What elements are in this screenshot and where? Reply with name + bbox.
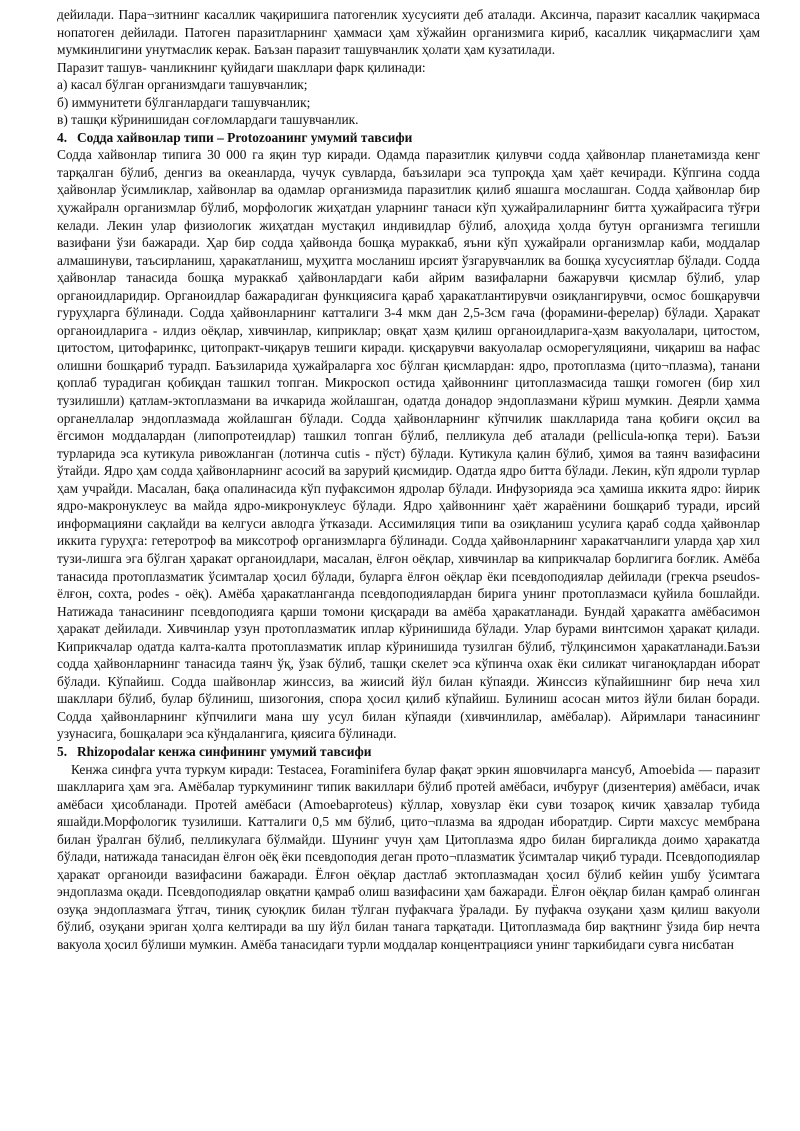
section-5-body: Кенжа синфга учта туркум киради: Testacea, Foraminifera булар фақат эркин яшовчиларга мансуб, Amoebida — паразит шаклларига ҳам эга. Амёбалар туркумининг типик вакиллари бўлиб протей амёбаси, ичбуруғ (дизентерия) амёбаси, ичак амёбаси ҳисобланади. Протей амёбаси (Amoebaproteus) кўллар, ховузлар ёки суви тозароқ кичик ҳавзалар тубида яшайди.Морфологик тузилиши. Катталиги 0,5 мм бўлиб, цито¬плазма ва ядродан иборатдир. Сирти махсус мембрана билан ўралган бўлиб, пелликулага бўлмайди. Шунинг учун ҳам Цитоплазма ядро билан биргаликда доимо ҳаракатда бўлади, натижада танасидан ёлғон оёқ ёки псевдоподия деган прото¬плазматик ўсимталар чиқиб туради. Псевдоподиялар ҳаракат органоиди вазифасини бажаради. Ёлғон оёқлар дастлаб эктоплазмадан ҳосил бўлиб кейин ушбу ўсимтага эндоплазма оқади. Псевдоподиялар овқатни қамраб олиш вазифасини ҳам бажаради. Ёлғон оёқлар билан қамраб олинган озуқа эндоплазмага ўтгач, тиниқ суюқлик билан тўлган пуфакчага ўралади. Бу пуфакча озуқани ҳазм қилиш вакуоли бўлиб, озуқани эриган ҳолга келтиради ва шу йўл билан танага тарқатади. Цитоплазмада бир вақтнинг ўзида бир нечта вакуола ҳосил бўлиши мумкин. Амёба танасидаги турли моддалар концентрацияси унинг таркибидаги сувга нисбатан [57, 761, 760, 952]
section-4-heading [57, 129, 760, 147]
carrier-intro: Паразит ташув- чанликнинг қуйидаги шакллари фарк қилинади: [57, 59, 426, 75]
carrier-form-c: в) ташқи кўринишидан соғломлардаги ташувчанлик. [57, 112, 359, 128]
carrier-form-a: а) касал бўлган организмдаги ташувчанлик; [57, 77, 308, 93]
intro-paragraph: дейилади. Пара¬зитнинг касаллик чақиришига патогенлик хусусияти деб аталади. Аксинча, паразит касаллик чақирмаса нопатоген дейилади. Патоген паразитларнинг ҳаммаси ҳам хўжайин организмига кириб, касаллик чиқармаслиги ҳам мумкинлигини унутмаслик керак. Баъзан паразит ташувчанлик ҳолати ҳам кузатилади. [57, 7, 760, 58]
carrier-form-b: б) иммунитети бўлганлардаги ташувчанлик; [57, 94, 311, 110]
section-5-title: Rhizopodalar кенжа синфининг умумий тавсифи [77, 743, 372, 759]
section-5-heading [57, 743, 760, 761]
section-4-title: Содда хайвонлар типи – Protozoaнинг умумий тавсифи [77, 129, 413, 145]
section-5-number: 5. [57, 743, 68, 759]
section-4-number: 4. [57, 129, 68, 145]
section-4-body: Содда хайвонлар типига 30 000 га яқин тур киради. Одамда паразитлик қилувчи содда ҳайвонлар планетамизда кенг тарқалган бўлиб, денгиз ва океанларда, чучук сувларда, баъзилари эса тупроқда ҳам ҳаёт кечиради. Кўпгина содда ҳайвонлар ўсимликлар, хайвонлар ва одамлар организмида паразитлик қилиб яшашга мослашган. Содда ҳайвонлар бир ҳужайралн организмлар бўлиб, морфологик жиҳатдан уларнинг танаси кўп ҳужайралиларнинг битта ҳужайрасига тўғри келади. Лекин улар физиологик жиҳатдан мустақил индивидлар бўлиб, алоҳида ҳолда бутун организмга тегишли вазифани ўзи бажаради. Ҳар бир содда ҳайвонда бошқа мураккаб, яъни кўп ҳужайрали организмлар каби, моддалар алмашинуви, таъсирланиш, ҳаракатланиш, муҳитга мосланиш ирсият ўзгарувчанлик ва бошқа хусусиятлар бўлади. Содда ҳайвонлар танасида бошқа мураккаб ҳайвонлардаги каби айрим вазифаларни бажарувчи қисмлар бўлиб, улар органоидларидир. Органоидлар бажарадиган функциясига қараб ҳаракатлантирувчи озиқлангирувчи, осмос бошқарувчи гуруҳларга бўлинади. Содда ҳайвонларнинг катталиги 3-4 мкм дан 2,5-3см гача (форамини-ферелар) бўлади. Ҳаракат органоидларига - илдиз оёқлар, хивчинлар, киприклар; овқат ҳазм қилиш органоидларига-ҳазм вакуолалари, цитостом, цитостом, цитофаринкс, цитопракт-чиқарув тешиги киради. қисқарувчи вакуолалар осморегуляцияни, чиқариш ва нафас олишни бошқариб турадп. Баъзиларида ҳужайраларга хос бўлган қисмлардан: ядро, протоплазма (цито¬плазма), танани қоплаб турадиган қобиқдан ташкил топган. Микроскоп остида ҳайвоннинг цитоплазмасида ташқи гомоген (бир хил тузилишли) қатлам-эктоплазмани ва ичкарида жойлашган, одатда донадор эндоплазмани кўриш мумкин. Деярли ҳамма органеллалар эндоплазмада жойлашган бўлади. Содда ҳайвонларнинг кўпчилик шаклларида тана қобиғи оқсил ва ёгсимон моддалардан (липопротеидлар) ташкил топган бўлиб, пелликула деб аталади (pellicula-юпқа тери). Баъзи турларида эса кутикула ривожланган (лотинча cutis - пўст) бўлади. Кутикула қалин бўлиб, ҳимоя ва таянч вазифасини ўтайди. Ядро ҳам содда ҳайвонларнинг асосий ва зарурий қисмидир. Одатда ядро битта бўлади. Лекин, кўп ядроли турлар ҳам учрайди. Масалан, бақа опалинасида кўп пуфаксимон ядролар бўлади. Инфузорияда эса ҳамиша иккита ядро: йирик ядро-макронуклеус ва майда ядро-микронуклеус бўлади. Ядро ҳайвоннинг ҳаёт жараёнини бошқариб туради, ирсий информацияни сақлайди ва келгуси авлодга ўтказади. Ассимиляция типи ва озиқланиш усулига қараб содда ҳайвонлар иккита гуруҳга: гетеротроф ва миксотроф организмларга бўлинади. Содда ҳайвонларнинг харакатчанлиги уларда ҳар хил тузи-лишга эга бўлган ҳаракат органоидлари, масалан, ёлғон оёқлар, хивчинлар ва киприкчалар борлигига боғлик. Амёба танасида протоплазматик ўсимталар ҳосил бўлади, буларга ёлғон оёқлар ёки псевдоподиялар дейилади (грекча pseudos- ёлғон, сохта, podes - оёқ). Амёба ҳаракатланганда псевдоподиялардан бирига унинг протоплазмаси қуйила бошлайди. Натижада танасининг псевдоподияга қарши томони қисқаради ва амёба ҳаракатланади. Бундай ҳаракатга амёбасимон ҳаракат дейилади. Хивчинлар узун протоплазматик иплар кўринишида бўлади. Улар бурами винтсимон ҳаракат қилади. Киприкчалар одатда калта-калта протоплазматик иплар кўринишида тузилган бўлиб, тўлқинсимон ҳаракатланади.Баъзи содда ҳайвонларнинг танасида таянч ўқ, ўзак бўлиб, ташқи скелет эса кўпинча охак ёки силикат чиганоқлардан иборат бўлади. Кўпайиш. Содда шайвонлар жинссиз, ва жиисий йўл билан кўпаяди. Жинссиз кўпайишнинг бир неча хил шакллари бўлиб, булар бўлиниш, шизогония, спора ҳосил қилиб кўпайиш. Булиниш асосан митоз йўли билан боради. Содда ҳайвонларнинг кўпчилиги мана шу усул билан кўпаяди (хивчинлилар, амёбалар). Айримлари танасининг узунасига, бошқалари эса кўндалангига, қиясига бўлинади. [57, 147, 760, 742]
